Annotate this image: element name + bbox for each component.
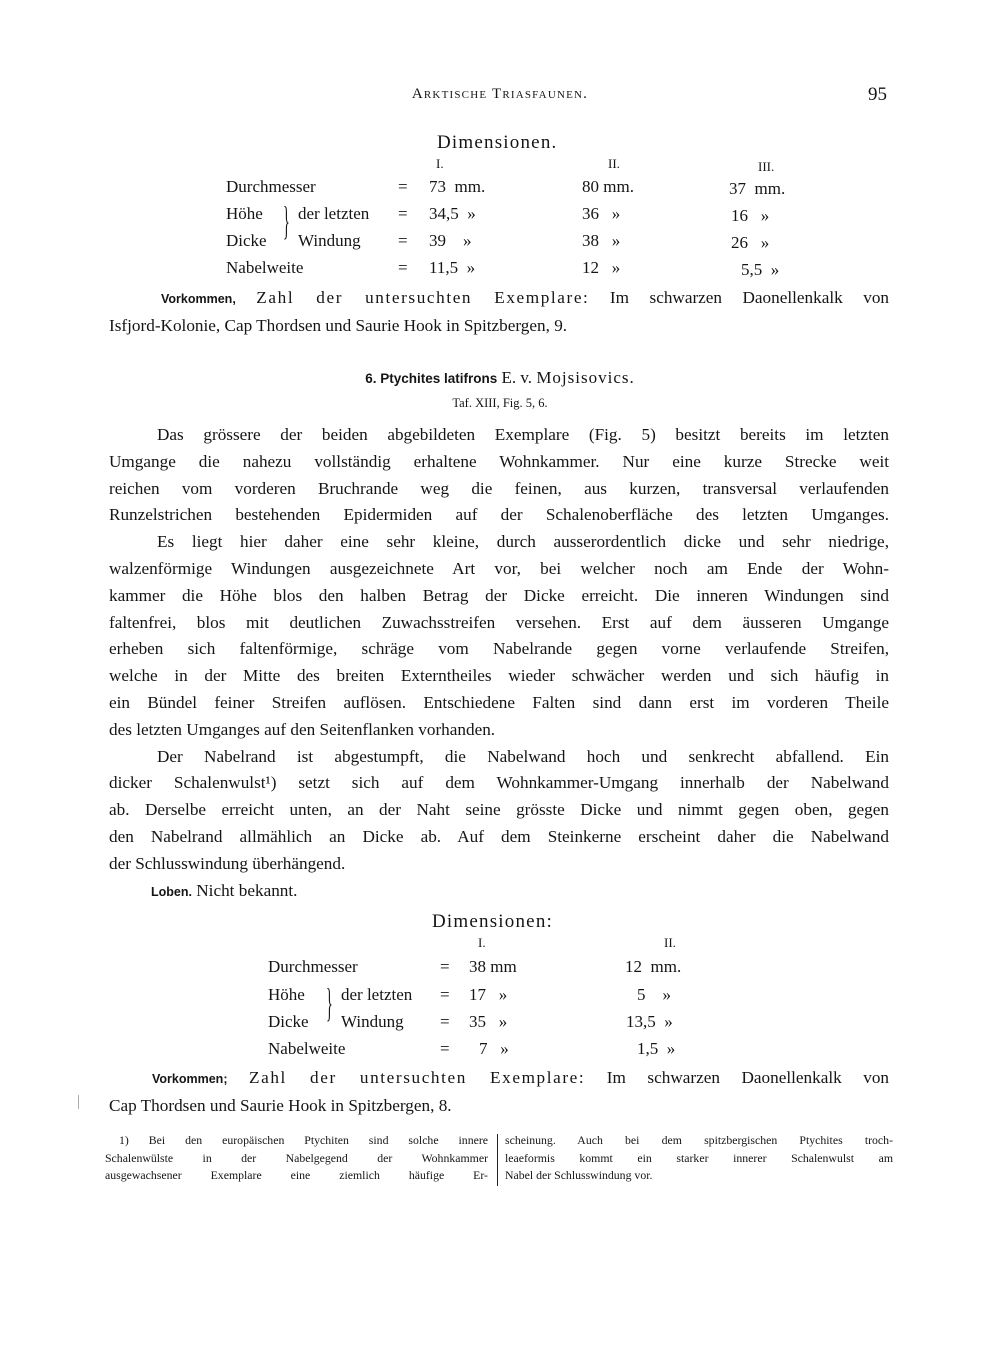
table2-col-2: II. xyxy=(664,935,676,950)
body-paragraph-1 xyxy=(109,422,889,905)
species-author: Mojsisovics. xyxy=(536,368,635,387)
footnote-line: Schalenwülste in der Nabelgegend der Wohnkammer xyxy=(105,1150,488,1165)
table1-cell: 16 » xyxy=(731,206,770,225)
lobes-text: Nicht bekannt. xyxy=(191,880,298,900)
occurrence-line: Isfjord-Kolonie, Cap Thordsen und Saurie Hook in Spitzbergen, 9. xyxy=(109,315,568,335)
table2-cell: 5 » xyxy=(637,985,671,1004)
occurrence-line: Cap Thordsen und Saurie Hook in Spitzbergen, 8. xyxy=(109,1095,452,1115)
table2-eq: = xyxy=(440,1012,450,1031)
table1-row-sublabel: der letzten xyxy=(298,204,370,223)
text-line: faltenfrei, blos mit deutlichen Zuwachsstreifen versehen. Erst auf dem äusseren Umgange xyxy=(109,612,889,632)
text-line: Umgange die nahezu vollständig erhaltene Wohnkammer. Nur eine kurze Strecke weit xyxy=(109,451,889,471)
occurrence-paragraph-2 xyxy=(109,1065,889,1120)
text-line: kammer die Höhe blos den halben Betrag der Dicke erreicht. Die inneren Windungen sind xyxy=(109,585,889,605)
text-line: Runzelstrichen bestehenden Epidermiden auf der Schalenoberfläche des letzten Umganges. xyxy=(109,505,889,525)
footnote-left-column xyxy=(105,1132,488,1185)
table1-eq: = xyxy=(398,231,408,250)
footnote-line: leaeformis kommt ein starker innerer Schalenwulst am xyxy=(505,1150,893,1165)
table2-row-label: Durchmesser xyxy=(268,957,358,976)
table2-row-label: Höhe xyxy=(268,985,305,1004)
table2-cell: 13,5 » xyxy=(626,1012,673,1031)
table2-cell: 7 » xyxy=(479,1039,509,1058)
text-line: ein Bündel feiner Streifen auflösen. Entschiedene Falten sind dann erst im vorderen Theile xyxy=(109,692,889,712)
occurrence-text: Im schwarzen Daonellenkalk von xyxy=(585,1068,890,1087)
table2-cell: 17 » xyxy=(469,985,508,1004)
table2-row-label: Dicke xyxy=(268,1012,309,1031)
occurrence-spaced: Zahl der untersuchten Exemplare: xyxy=(249,1068,586,1087)
plate-reference: Taf. XIII, Fig. 5, 6. xyxy=(452,396,548,410)
footnote-line: ausgewachsener Exemplare eine ziemlich häufige Er- xyxy=(105,1168,488,1182)
lobes-label: Loben. xyxy=(151,884,192,899)
table2-eq: = xyxy=(440,1039,450,1058)
table1-cell: 80 mm. xyxy=(582,177,634,196)
text-line: erheben sich faltenförmige, schräge vom Nabelrande gegen vorne verlaufende Streifen, xyxy=(109,639,889,659)
table2-row-sublabel: Windung xyxy=(341,1012,404,1031)
footnote-line: scheinung. Auch bei dem spitzbergischen Ptychites troch- xyxy=(505,1133,893,1147)
table2-cell: 12 mm. xyxy=(625,957,682,976)
text-line: Es liegt hier daher eine sehr kleine, durch ausserordentlich dicke und sehr niedrige, xyxy=(157,532,889,552)
text-line: welche in der Mitte des breiten Externtheiles wieder schwächer werden und sich häufig in xyxy=(109,666,889,686)
table1-col-3: III. xyxy=(758,159,775,174)
page-number: 95 xyxy=(868,84,887,105)
table2-cell: 35 » xyxy=(469,1012,508,1031)
running-header: Arktische Triasfaunen. xyxy=(411,86,589,102)
text-line: Der Nabelrand ist abgestumpft, die Nabelwand hoch und senkrecht abfallend. Ein xyxy=(157,746,889,766)
occurrence-text: Im schwarzen Daonellenkalk von xyxy=(589,288,890,307)
brace: } xyxy=(283,198,290,243)
text-line: walzenförmige Windungen ausgezeichnete Art vor, bei welcher noch am Ende der Wohn- xyxy=(109,558,889,578)
table1-eq: = xyxy=(398,204,408,223)
text-line: reichen vom vorderen Bruchrande weg die feinen, aus kurzen, transversal verlaufenden xyxy=(109,478,889,498)
table1-row-label: Dicke xyxy=(226,231,267,250)
table1-cell: 12 » xyxy=(582,258,621,277)
margin-mark xyxy=(78,1095,79,1109)
table1-cell: 38 » xyxy=(582,231,621,250)
table1-col-1: I. xyxy=(436,156,444,171)
table2-eq: = xyxy=(440,957,450,976)
table1-cell: 37 mm. xyxy=(729,179,786,198)
table2-cell: 38 mm xyxy=(469,957,517,976)
table1-row-label: Höhe xyxy=(226,204,263,223)
occurrence-label: Vorkommen; xyxy=(152,1072,228,1086)
footnote-line: Nabel der Schlusswindung vor. xyxy=(505,1168,653,1182)
occurrence-label: Vorkommen, xyxy=(161,292,236,306)
text-line: der Schlusswindung überhängend. xyxy=(109,853,346,873)
table1-eq: = xyxy=(398,258,408,277)
text-line: des letzten Umganges auf den Seitenflanken vorhanden. xyxy=(109,719,496,739)
table1-cell: 5,5 » xyxy=(741,260,780,279)
occurrence-paragraph-1 xyxy=(109,285,889,340)
footnote-line: 1) Bei den europäischen Ptychiten sind solche innere xyxy=(119,1133,488,1147)
table2-title: Dimensionen: xyxy=(432,911,553,932)
table1-eq: = xyxy=(398,177,408,196)
text-line: dicker Schalenwulst¹) setzt sich auf dem Wohnkammer-Umgang innerhalb der Nabelwand xyxy=(109,773,889,793)
table2-eq: = xyxy=(440,985,450,1004)
table2-cell: 1,5 » xyxy=(637,1039,676,1058)
species-author-prefix: E. v. xyxy=(501,368,533,387)
table1-row-label: Durchmesser xyxy=(226,177,316,196)
table1-cell: 34,5 » xyxy=(429,204,476,223)
table1-cell: 73 mm. xyxy=(429,177,486,196)
text-line: den Nabelrand allmählich an Dicke ab. Auf dem Steinkerne erscheint daher die Nabelwand xyxy=(109,826,889,846)
table1-row-sublabel: Windung xyxy=(298,231,361,250)
table2-col-1: I. xyxy=(478,935,486,950)
footnote-right-column xyxy=(505,1132,893,1185)
occurrence-spaced: Zahl der untersuchten Exemplare: xyxy=(256,288,590,307)
footnote-divider xyxy=(497,1134,498,1186)
table2-row-sublabel: der letzten xyxy=(341,985,413,1004)
table1-cell: 11,5 » xyxy=(429,258,476,277)
table1-cell: 39 » xyxy=(429,231,472,250)
brace: } xyxy=(326,980,333,1025)
species-heading xyxy=(0,368,1000,388)
species-name: 6. Ptychites latifrons xyxy=(365,371,498,386)
table1-row-label: Nabelweite xyxy=(226,258,304,277)
table2-row-label: Nabelweite xyxy=(268,1039,346,1058)
table1-title: Dimensionen. xyxy=(437,132,558,153)
text-line: Das grössere der beiden abgebildeten Exemplare (Fig. 5) besitzt bereits im letzten xyxy=(157,425,889,444)
table1-cell: 26 » xyxy=(731,233,770,252)
table1-col-2: II. xyxy=(608,156,620,171)
text-line: ab. Derselbe erreicht unten, an der Naht seine grösste Dicke und nimmt gegen oben, gegen xyxy=(109,800,889,820)
table1-cell: 36 » xyxy=(582,204,621,223)
